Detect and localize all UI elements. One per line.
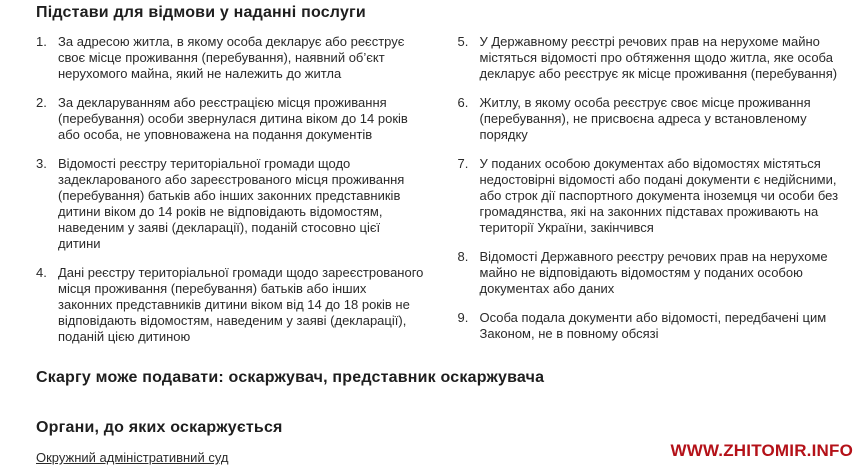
reason-number: 7. — [457, 156, 469, 171]
reason-number: 1. — [36, 34, 47, 49]
reasons-column-right — [458, 34, 846, 345]
reason-text: Дані реєстру територіальної громади щодо зареєстрованого місця проживання (перебування) батьків або інших законних представників дитини віком від 14 до 18 років не відповідають відомостям, наведеним у заяві (декларації), поданій цією дитиною — [58, 265, 424, 344]
reason-text: За декларуванням або реєстрацією місця проживання (перебування) особи звернулася дитина віком до 14 років або особа, не уповноважена на подання документів — [58, 95, 408, 142]
court-link[interactable]: Окружний адміністративний суд — [36, 450, 229, 465]
reason-number: 3. — [36, 156, 47, 171]
reason-number: 6. — [457, 95, 469, 110]
reasons-column-left — [36, 34, 424, 345]
reason-number: 5. — [457, 34, 469, 49]
reason-number: 2. — [36, 95, 47, 110]
reason-item-9 — [458, 310, 846, 342]
appeal-bodies-heading: Органи, до яких оскаржується — [36, 419, 283, 436]
reason-number: 8. — [457, 249, 469, 264]
reason-item-8 — [458, 249, 846, 297]
reason-item-3 — [36, 156, 424, 252]
reason-item-1 — [36, 34, 424, 82]
reason-text: За адресою житла, в якому особа декларує або реєструє своє місце проживання (перебування), наявний об’єкт нерухомого майна, який не належить до житла — [58, 34, 405, 81]
reason-text: У Державному реєстрі речових прав на нерухоме майно містяться відомості про обтяження щодо житла, яке особа декларує або реєструє як місце проживання (перебування) — [479, 34, 838, 81]
reason-text: Житлу, в якому особа реєструє своє місце проживання (перебування), не присвоєна адреса у встановленому порядку — [479, 95, 811, 142]
complaint-heading: Скаргу може подавати: оскаржувач, представник оскаржувача — [36, 369, 545, 386]
reason-number: 9. — [457, 310, 469, 325]
reason-text: Особа подала документи або відомості, передбачені цим Законом, не в повному обсязі — [479, 310, 827, 341]
reason-number: 4. — [36, 265, 47, 280]
reason-text: Відомості реєстру територіальної громади щодо задекларованого або зареєстрованого місця проживання (перебування) батьків або інших законних представників дитини віком до 14 років не відповідають відомостям, наведеним у заяві (декларації), поданій стосовно цієї дитини — [58, 156, 405, 251]
reason-text: У поданих особою документах або відомостях містяться недостовірні відомості або подані документи є недійсними, або строк дії паспортного документа іноземця чи особи без громадянства, які на законних підставах проживають на території України, закінчився — [479, 156, 839, 235]
refusal-reasons-list — [36, 34, 845, 345]
watermark-text: WWW.ZHITOMIR.INFO — [670, 441, 853, 460]
reason-item-4 — [36, 265, 424, 345]
reason-item-7 — [458, 156, 846, 236]
reason-item-6 — [458, 95, 846, 143]
page-title: Підстави для відмови у наданні послуги — [36, 4, 366, 21]
reason-text: Відомості Державного реєстру речових прав на нерухоме майно не відповідають відомостям у поданих особою документах або даних — [479, 249, 828, 296]
reason-item-2 — [36, 95, 424, 143]
reason-item-5 — [458, 34, 846, 82]
